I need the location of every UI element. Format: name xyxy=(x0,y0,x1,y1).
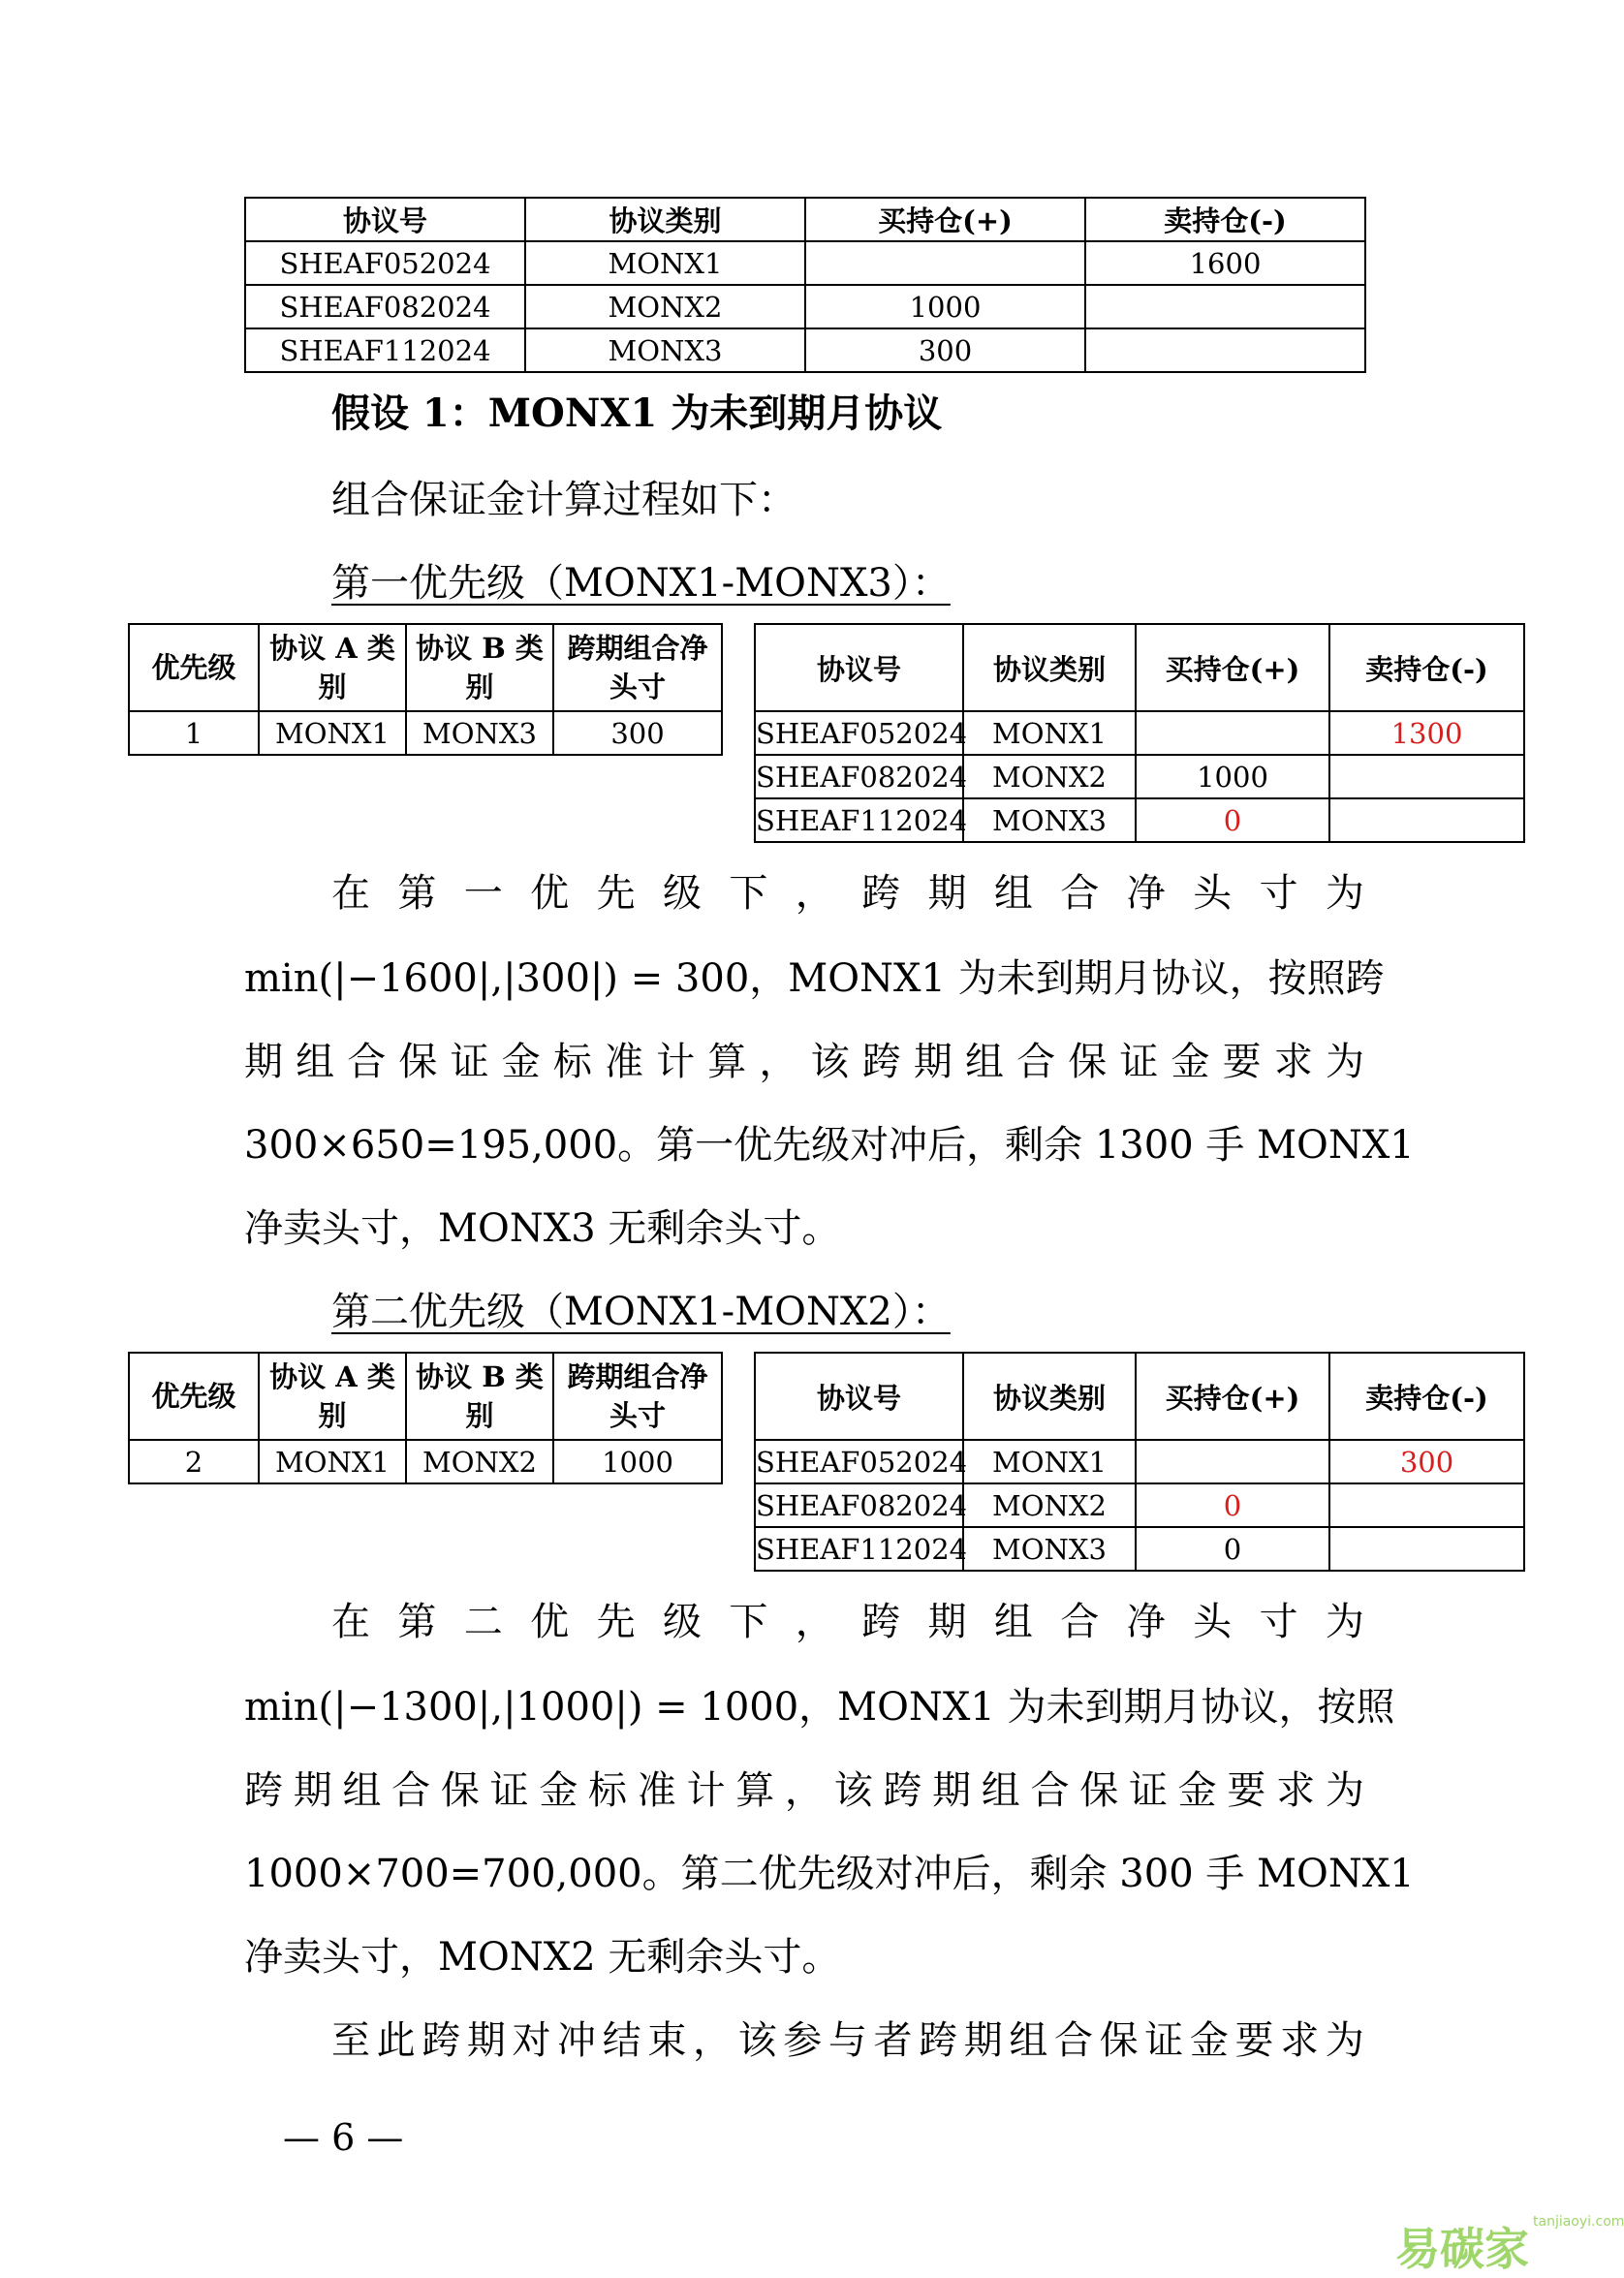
char: 该 xyxy=(833,1768,873,1813)
cell xyxy=(1329,798,1524,842)
char: 冲 xyxy=(557,2018,597,2063)
cell: 0 xyxy=(1136,1527,1329,1571)
cell: SHEAF112024 xyxy=(755,1527,963,1571)
section2-title: 第二优先级（MONX1-MONX2）： xyxy=(331,1290,951,1334)
char: 头 xyxy=(1193,871,1233,916)
cell: SHEAF112024 xyxy=(245,328,525,372)
char: 证 xyxy=(1144,2018,1184,2063)
header-net-position: 跨期组合净头寸 xyxy=(553,1353,722,1440)
table-row xyxy=(245,241,1365,285)
char: 证 xyxy=(489,1768,529,1813)
char: 期 xyxy=(466,2018,506,2063)
char: 求 xyxy=(1273,1040,1313,1084)
char: 期 xyxy=(927,871,967,916)
section2-para-line5: 净卖头寸，MONX2 无剩余头寸。 xyxy=(244,1935,841,1980)
cell xyxy=(1136,711,1329,755)
char: 者 xyxy=(873,2018,913,2063)
char: 结 xyxy=(602,2018,641,2063)
section1-priority-table xyxy=(128,623,723,756)
section1-para-line1 xyxy=(331,862,1364,918)
header-contract-type: 协议类别 xyxy=(963,1353,1136,1440)
cell: SHEAF112024 xyxy=(755,798,963,842)
char: 算 xyxy=(735,1768,775,1813)
char: 合 xyxy=(1060,1600,1100,1644)
char: 计 xyxy=(656,1040,696,1084)
section2-position-table xyxy=(754,1352,1525,1572)
char: 计 xyxy=(686,1768,726,1813)
char: 先 xyxy=(596,1600,636,1644)
cell: 1600 xyxy=(1085,241,1365,285)
header-long: 买持仓(+) xyxy=(1136,624,1329,711)
cell: MONX2 xyxy=(963,755,1136,798)
char: 跨 xyxy=(861,1040,901,1084)
section1-para-line4: 300×650=195,000。第一优先级对冲后，剩余 1300 手 MONX1 xyxy=(244,1123,1415,1168)
cell: MONX3 xyxy=(963,1527,1136,1571)
cell xyxy=(1085,285,1365,328)
char: 为 xyxy=(1325,871,1364,916)
char: 金 xyxy=(1177,1768,1217,1813)
char: ， xyxy=(693,2018,732,2063)
cell: 300 xyxy=(553,711,722,755)
char: 寸 xyxy=(1259,871,1298,916)
char: 净 xyxy=(1126,871,1166,916)
cell-changed: 0 xyxy=(1136,1483,1329,1527)
char: 合 xyxy=(1030,1768,1070,1813)
cell-changed: 300 xyxy=(1329,1440,1524,1483)
char: 该 xyxy=(810,1040,850,1084)
table-row xyxy=(755,1440,1524,1483)
char: 下 xyxy=(729,1600,768,1644)
char: 级 xyxy=(662,1600,702,1644)
char: 束 xyxy=(647,2018,687,2063)
cell: SHEAF052024 xyxy=(755,1440,963,1483)
char: 组 xyxy=(993,871,1033,916)
char: 组 xyxy=(981,1768,1020,1813)
char: 合 xyxy=(1060,871,1100,916)
cell: SHEAF052024 xyxy=(245,241,525,285)
char: 金 xyxy=(1189,2018,1229,2063)
char: 优 xyxy=(530,1600,570,1644)
text: ，MONX1 为未到期月协议，按照跨 xyxy=(749,956,1385,1001)
char: 保 xyxy=(1099,2018,1139,2063)
char: ， xyxy=(759,1040,798,1084)
table-row xyxy=(129,1440,722,1483)
header-contract-type: 协议类别 xyxy=(525,198,805,241)
char: 期 xyxy=(927,1600,967,1644)
char: 期 xyxy=(244,1040,283,1084)
char: 二 xyxy=(463,1600,503,1644)
char: 在 xyxy=(331,871,370,916)
table-row xyxy=(245,328,1365,372)
cell: SHEAF082024 xyxy=(755,1483,963,1527)
char: 组 xyxy=(993,1600,1033,1644)
char: 跨 xyxy=(244,1768,283,1813)
char: 与 xyxy=(828,2018,867,2063)
char: 跨 xyxy=(422,2018,461,2063)
char: 要 xyxy=(1222,1040,1262,1084)
char: 至 xyxy=(331,2018,370,2063)
table-row xyxy=(755,755,1524,798)
closing-line xyxy=(331,2010,1364,2065)
char: 优 xyxy=(530,871,570,916)
cell xyxy=(1329,755,1524,798)
char: 级 xyxy=(662,871,702,916)
watermark-logo xyxy=(1395,2214,1624,2278)
char: 先 xyxy=(596,871,636,916)
char: 保 xyxy=(1068,1040,1108,1084)
header-contract-b: 协议 B 类别 xyxy=(406,1353,553,1440)
cell: MONX2 xyxy=(963,1483,1136,1527)
char: 净 xyxy=(1126,1600,1166,1644)
char: 期 xyxy=(963,2018,1003,2063)
section2-para-line4: 1000×700=700,000。第二优先级对冲后，剩余 300 手 MONX1 xyxy=(244,1852,1415,1896)
char: 标 xyxy=(552,1040,592,1084)
section2-formula: min(|−1300|,|1000|) = 1000 xyxy=(244,1685,799,1730)
cell: 1000 xyxy=(1136,755,1329,798)
header-contract-id: 协议号 xyxy=(755,1353,963,1440)
cell xyxy=(1329,1483,1524,1527)
section1-formula: min(|−1600|,|300|) = 300 xyxy=(244,956,750,1001)
char: 寸 xyxy=(1259,1600,1298,1644)
page-number: — 6 — xyxy=(283,2116,404,2159)
section1-title: 第一优先级（MONX1-MONX3）： xyxy=(331,561,951,606)
char: 为 xyxy=(1325,1040,1364,1084)
char: 合 xyxy=(347,1040,387,1084)
char: 要 xyxy=(1227,1768,1266,1813)
char: 跨 xyxy=(919,2018,958,2063)
char: 组 xyxy=(964,1040,1004,1084)
char: 期 xyxy=(293,1768,332,1813)
cell: MONX1 xyxy=(259,711,406,755)
cell: 1 xyxy=(129,711,259,755)
char: 金 xyxy=(539,1768,578,1813)
table-row xyxy=(755,711,1524,755)
cell: 1000 xyxy=(553,1440,722,1483)
char: 为 xyxy=(1325,1768,1364,1813)
char: 合 xyxy=(1054,2018,1093,2063)
char: 求 xyxy=(1280,2018,1320,2063)
section2-para-line1 xyxy=(331,1591,1364,1646)
char: 跨 xyxy=(861,1600,901,1644)
char: 为 xyxy=(1325,2018,1364,2063)
section2-priority-table xyxy=(128,1352,723,1484)
table-row xyxy=(129,711,722,755)
cell xyxy=(805,241,1085,285)
char: 参 xyxy=(783,2018,823,2063)
cell xyxy=(1329,1527,1524,1571)
cell: MONX2 xyxy=(525,285,805,328)
cell: MONX1 xyxy=(963,711,1136,755)
cell: 1000 xyxy=(805,285,1085,328)
char: 一 xyxy=(463,871,503,916)
char: 证 xyxy=(1128,1768,1168,1813)
char: 保 xyxy=(440,1768,480,1813)
char: 为 xyxy=(1325,1600,1364,1644)
cell: MONX2 xyxy=(406,1440,553,1483)
header-short: 卖持仓(-) xyxy=(1329,1353,1524,1440)
intro-text: 组合保证金计算过程如下： xyxy=(331,478,796,522)
char: 组 xyxy=(342,1768,382,1813)
char: 证 xyxy=(450,1040,489,1084)
char: ， xyxy=(784,1768,824,1813)
cell: 2 xyxy=(129,1440,259,1483)
header-long: 买持仓(+) xyxy=(1136,1353,1329,1440)
header-contract-a: 协议 A 类别 xyxy=(259,1353,406,1440)
char: 第 xyxy=(397,871,437,916)
cell: MONX3 xyxy=(525,328,805,372)
header-priority: 优先级 xyxy=(129,1353,259,1440)
char: 证 xyxy=(1119,1040,1159,1084)
cell: SHEAF052024 xyxy=(755,711,963,755)
table-row xyxy=(755,798,1524,842)
char: 第 xyxy=(397,1600,437,1644)
header-short: 卖持仓(-) xyxy=(1085,198,1365,241)
cell: MONX3 xyxy=(963,798,1136,842)
cell xyxy=(1085,328,1365,372)
header-long: 买持仓(+) xyxy=(805,198,1085,241)
char: 跨 xyxy=(883,1768,922,1813)
char: 标 xyxy=(588,1768,628,1813)
char: 要 xyxy=(1234,2018,1274,2063)
char: 金 xyxy=(1171,1040,1210,1084)
char: 金 xyxy=(501,1040,541,1084)
char: 头 xyxy=(1193,1600,1233,1644)
section1-para-line3 xyxy=(244,1031,1364,1086)
cell: MONX3 xyxy=(406,711,553,755)
top-position-table xyxy=(244,197,1366,373)
table-row xyxy=(755,1483,1524,1527)
char: 保 xyxy=(1079,1768,1119,1813)
char: 准 xyxy=(604,1040,643,1084)
char: ， xyxy=(795,871,834,916)
char: 跨 xyxy=(861,871,901,916)
char: 在 xyxy=(331,1600,370,1644)
char: 下 xyxy=(729,871,768,916)
cell: MONX1 xyxy=(525,241,805,285)
table-row xyxy=(755,1527,1524,1571)
char: 组 xyxy=(296,1040,335,1084)
section2-para-line3 xyxy=(244,1760,1364,1815)
char: 准 xyxy=(637,1768,676,1813)
header-priority: 优先级 xyxy=(129,624,259,711)
header-short: 卖持仓(-) xyxy=(1329,624,1524,711)
section2-para-line2 xyxy=(244,1676,1395,1732)
cell xyxy=(1136,1440,1329,1483)
watermark-text: 易碳家 xyxy=(1395,2223,1529,2275)
cell: MONX1 xyxy=(963,1440,1136,1483)
cell-changed: 1300 xyxy=(1329,711,1524,755)
watermark-url: tanjiaoyi.com xyxy=(1533,2214,1624,2230)
char: 求 xyxy=(1276,1768,1316,1813)
cell: 300 xyxy=(805,328,1085,372)
char: ， xyxy=(795,1600,834,1644)
char: 合 xyxy=(1016,1040,1056,1084)
section1-para-line5: 净卖头寸，MONX3 无剩余头寸。 xyxy=(244,1206,841,1251)
char: 对 xyxy=(512,2018,551,2063)
header-contract-id: 协议号 xyxy=(245,198,525,241)
char: 期 xyxy=(913,1040,953,1084)
header-contract-a: 协议 A 类别 xyxy=(259,624,406,711)
char: 组 xyxy=(1009,2018,1048,2063)
section1-position-table xyxy=(754,623,1525,843)
char: 算 xyxy=(707,1040,747,1084)
header-net-position: 跨期组合净头寸 xyxy=(553,624,722,711)
section1-para-line2 xyxy=(244,948,1385,1003)
cell-changed: 0 xyxy=(1136,798,1329,842)
cell: SHEAF082024 xyxy=(755,755,963,798)
cell: SHEAF082024 xyxy=(245,285,525,328)
header-contract-type: 协议类别 xyxy=(963,624,1136,711)
char: 该 xyxy=(737,2018,777,2063)
char: 此 xyxy=(376,2018,416,2063)
text: ，MONX1 为未到期月协议，按照 xyxy=(798,1685,1395,1730)
table-row xyxy=(245,285,1365,328)
char: 保 xyxy=(398,1040,438,1084)
header-contract-b: 协议 B 类别 xyxy=(406,624,553,711)
char: 合 xyxy=(391,1768,431,1813)
header-contract-id: 协议号 xyxy=(755,624,963,711)
char: 期 xyxy=(932,1768,972,1813)
assumption-heading: 假设 1：MONX1 为未到期月协议 xyxy=(331,390,943,436)
cell: MONX1 xyxy=(259,1440,406,1483)
